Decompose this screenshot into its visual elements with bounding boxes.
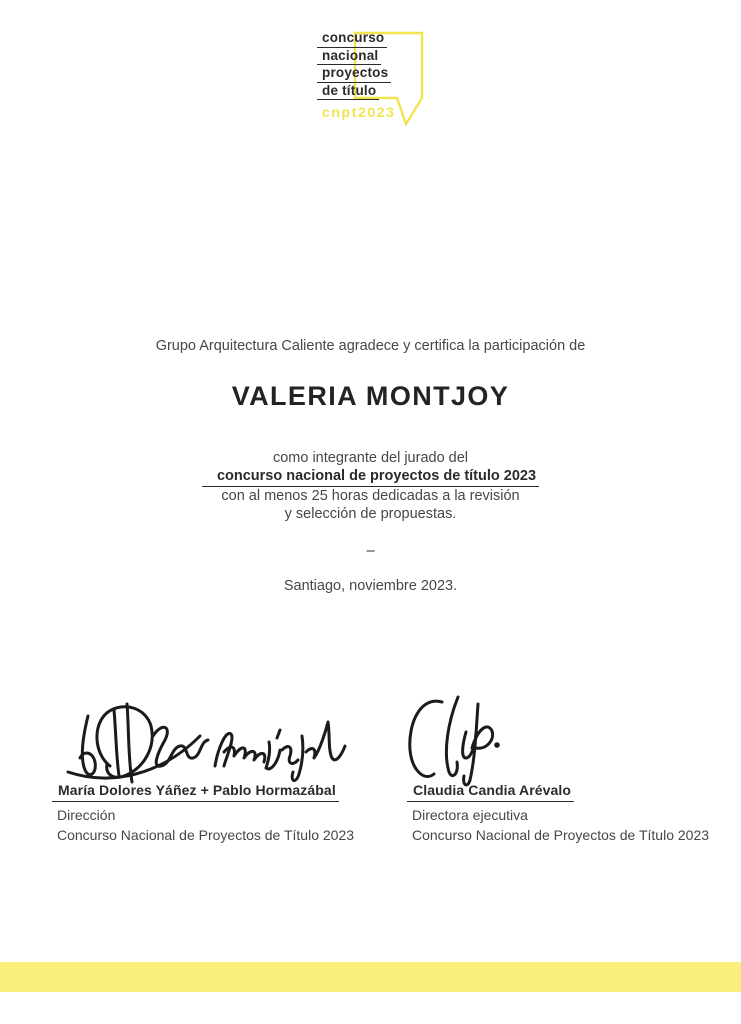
logo-line: proyectos [317, 66, 391, 83]
intro-text: Grupo Arquitectura Caliente agradece y certifica la participación de [155, 338, 586, 354]
signer-left-name: María Dolores Yáñez + Pablo Hormazábal [52, 782, 339, 802]
logo-wordmark [322, 31, 391, 101]
jury-role-line: como integrante del jurado del [272, 450, 469, 466]
separator-dash: – [366, 543, 375, 559]
logo-line: concurso [317, 31, 387, 48]
hours-line-1: con al menos 25 horas dedicadas a la revisión [221, 488, 520, 504]
signer-left-org: Concurso Nacional de Proyectos de Título 2023 [57, 827, 355, 843]
signer-left-role: Dirección [57, 807, 116, 823]
signature-left-image [50, 692, 360, 792]
signer-right-org: Concurso Nacional de Proyectos de Título 2023 [412, 827, 710, 843]
logo-line: de título [317, 84, 379, 101]
hours-line-2: y selección de propuestas. [284, 506, 457, 522]
signature-right-block [412, 782, 709, 843]
event-name-line [0, 468, 741, 487]
signature-right-image [402, 688, 510, 792]
logo-tagline: cnpt2023 [322, 104, 396, 120]
event-name-underlined: concurso nacional de proyectos de título 2023 [202, 468, 539, 487]
recipient-name: VALERIA MONTJOY [231, 381, 510, 411]
signer-right-name: Claudia Candia Arévalo [407, 782, 574, 802]
logo-line: nacional [317, 49, 381, 66]
signer-right-role: Directora ejecutiva [412, 807, 528, 823]
footer-accent-bar [0, 962, 741, 992]
signature-left-block [57, 782, 354, 843]
date-line: Santiago, noviembre 2023. [283, 578, 458, 594]
